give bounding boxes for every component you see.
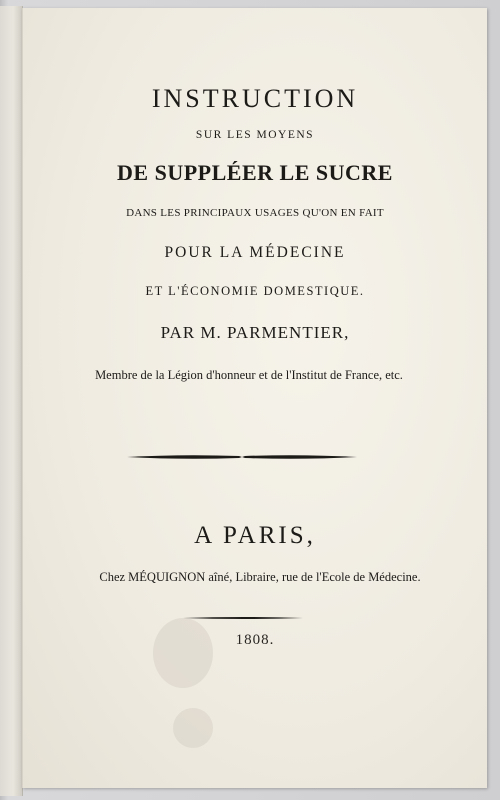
publisher: Chez MÉQUIGNON aîné, Libraire, rue de l'Ecole de Médecine. — [99, 570, 421, 584]
paper-stain — [153, 618, 213, 688]
title-page — [22, 8, 487, 788]
author-description: Membre de la Légion d'honneur et de l'Institut de France, etc. — [95, 368, 403, 382]
subtitle-usages: DANS LES PRINCIPAUX USAGES QU'ON EN FAIT — [126, 207, 384, 219]
ornamental-rule — [127, 452, 357, 462]
subtitle-main: DE SUPPLÉER LE SUCRE — [117, 160, 393, 185]
city: A PARIS, — [194, 522, 316, 549]
publication-year: 1808. — [235, 632, 275, 648]
facing-page-edge — [0, 6, 23, 796]
subtitle-sur: SUR LES MOYENS — [195, 129, 315, 141]
author-line: PAR M. PARMENTIER, — [160, 323, 350, 342]
paper-stain — [173, 708, 213, 748]
title: INSTRUCTION — [151, 84, 359, 113]
subtitle-economie: ET L'ÉCONOMIE DOMESTIQUE. — [145, 284, 365, 298]
subtitle-medecine: POUR LA MÉDECINE — [164, 244, 346, 261]
short-rule — [183, 615, 303, 621]
